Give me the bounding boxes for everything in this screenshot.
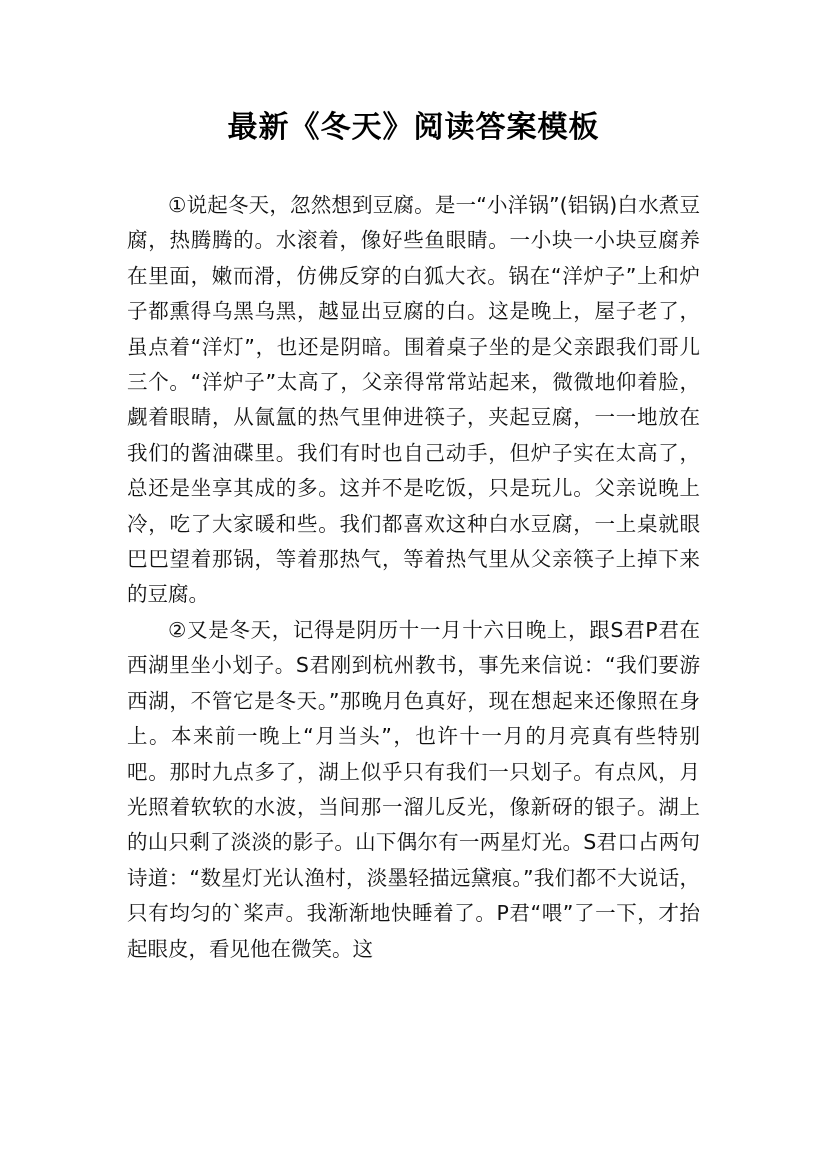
paragraph-2: ②又是冬天，记得是阴历十一月十六日晚上，跟S君P君在西湖里坐小划子。S君刚到杭州教书，事先来信说：“我们要游西湖，不管它是冬天。”那晚月色真好，现在想起来还像照在身上。本来前一晚上“月当头”，也许十一月的月亮真有些特别吧。那时九点多了，湖上似乎只有我们一只划子。有点风，月光照着软软的水波，当间那一溜儿反光，像新砑的银子。湖上的山只剩了淡淡的影子。山下偶尔有一两星灯光。S君口占两句诗道：“数星灯光认渔村，淡墨轻描远黛痕。”我们都不大说话，只有均匀的`桨声。我渐渐地快睡着了。P君“喂”了一下，才抬起眼皮，看见他在微笑。这	[127, 617, 700, 961]
document-body	[127, 188, 700, 967]
paragraph-1: ①说起冬天，忽然想到豆腐。是一“小洋锅”(铝锅)白水煮豆腐，热腾腾的。水滚着，像好些鱼眼睛。一小块一小块豆腐养在里面，嫩而滑，仿佛反穿的白狐大衣。锅在“洋炉子”上和炉子都熏得乌黑乌黑，越显出豆腐的白。这是晚上，屋子老了，虽点着“洋灯”，也还是阴暗。围着桌子坐的是父亲跟我们哥儿三个。“洋炉子”太高了，父亲得常常站起来，微微地仰着脸，觑着眼睛，从氤氲的热气里伸进筷子，夹起豆腐，一一地放在我们的酱油碟里。我们有时也自己动手，但炉子实在太高了，总还是坐享其成的多。这并不是吃饭，只是玩儿。父亲说晚上冷，吃了大家暖和些。我们都喜欢这种白水豆腐，一上桌就眼巴巴望着那锅，等着那热气，等着热气里从父亲筷子上掉下来的豆腐。	[127, 193, 700, 607]
document-title: 最新《冬天》阅读答案模板	[227, 110, 600, 145]
